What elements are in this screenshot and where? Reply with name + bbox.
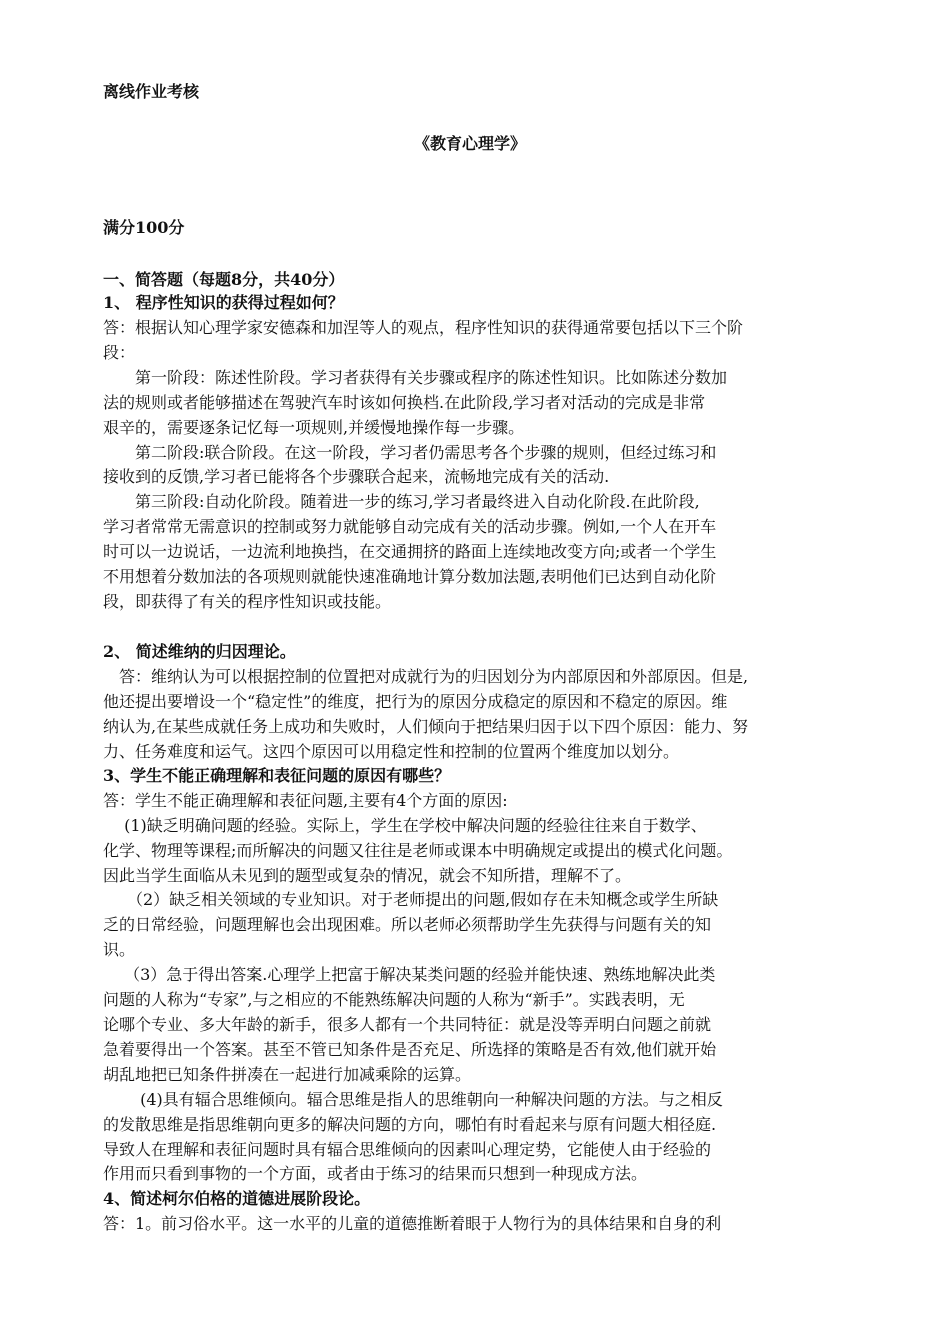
answer-line: 第三阶段:自动化阶段。随着进一步的练习,学习者最终进入自动化阶段.在此阶段, bbox=[103, 492, 700, 511]
answer-line: 艰辛的，需要逐条记忆每一项规则,并缓慢地操作每一步骤。 bbox=[103, 418, 525, 437]
question-4-title: 4、简述柯尔伯格的道德进展阶段论。 bbox=[103, 1189, 371, 1208]
answer-line: 接收到的反馈,学习者已能将各个步骤联合起来，流畅地完成有关的活动. bbox=[103, 467, 610, 486]
answer-line: 他还提出要增设一个“稳定性”的维度，把行为的原因分成稳定的原因和不稳定的原因。维 bbox=[103, 692, 728, 711]
answer-line: 的发散思维是指思维朝向更多的解决问题的方向，哪怕有时看起来与原有问题大相径庭. bbox=[103, 1115, 717, 1134]
answer-line: 胡乱地把已知条件拼凑在一起进行加减乘除的运算。 bbox=[103, 1065, 472, 1084]
answer-line: 学习者常常无需意识的控制或努力就能够自动完成有关的活动步骤。例如,一个人在开车 bbox=[103, 517, 717, 536]
header-label: 离线作业考核 bbox=[103, 82, 200, 101]
answer-line: 段，即获得了有关的程序性知识或技能。 bbox=[103, 592, 392, 611]
answer-line: 问题的人称为“专家”,与之相应的不能熟练解决问题的人称为“新手”。实践表明，无 bbox=[103, 990, 685, 1009]
answer-line: 答：学生不能正确理解和表征问题,主要有4个方面的原因: bbox=[103, 791, 508, 810]
section-title: 一、简答题（每题8分，共40分） bbox=[103, 270, 345, 289]
answer-line: (4)具有辐合思维倾向。辐合思维是指人的思维朝向一种解决问题的方法。与之相反 bbox=[103, 1090, 723, 1109]
answer-line: (1)缺乏明确问题的经验。实际上，学生在学校中解决问题的经验往往来自于数学、 bbox=[103, 816, 707, 835]
answer-line: 答：1。前习俗水平。这一水平的儿童的道德推断着眼于人物行为的具体结果和自身的利 bbox=[103, 1214, 722, 1233]
answer-line: 不用想着分数加法的各项规则就能快速准确地计算分数加法题,表明他们已达到自动化阶 bbox=[103, 567, 717, 586]
answer-line: 段： bbox=[103, 343, 136, 362]
answer-line: （2）缺乏相关领域的专业知识。对于老师提出的问题,假如存在未知概念或学生所缺 bbox=[103, 890, 719, 909]
answer-line: 答：根据认知心理学家安德森和加涅等人的观点，程序性知识的获得通常要包括以下三个阶 bbox=[103, 318, 744, 337]
answer-line: 急着要得出一个答案。甚至不管已知条件是否充足、所选择的策略是否有效,他们就开始 bbox=[103, 1040, 717, 1059]
answer-line: 时可以一边说话，一边流利地换挡，在交通拥挤的路面上连续地改变方向;或者一个学生 bbox=[103, 542, 717, 561]
answer-line: （3）急于得出答案.心理学上把富于解决某类问题的经验并能快速、熟练地解决此类 bbox=[103, 965, 716, 984]
full-score: 满分100分 bbox=[103, 218, 185, 237]
answer-line: 导致人在理解和表征问题时具有辐合思维倾向的因素叫心理定势，它能使人由于经验的 bbox=[103, 1140, 712, 1159]
question-2-title: 2、 简述维纳的归因理论。 bbox=[103, 642, 296, 661]
answer-line: 乏的日常经验，问题理解也会出现困难。所以老师必须帮助学生先获得与问题有关的知 bbox=[103, 915, 712, 934]
answer-line: 识。 bbox=[103, 940, 136, 959]
answer-line: 论哪个专业、多大年龄的新手，很多人都有一个共同特征：就是没等弄明白问题之前就 bbox=[103, 1015, 712, 1034]
answer-line: 第二阶段:联合阶段。在这一阶段，学习者仍需思考各个步骤的规则，但经过练习和 bbox=[103, 443, 717, 462]
answer-line: 因此当学生面临从未见到的题型或复杂的情况，就会不知所措，理解不了。 bbox=[103, 866, 632, 885]
answer-line: 化学、物理等课程;而所解决的问题又往往是老师或课本中明确规定或提出的模式化问题。 bbox=[103, 841, 733, 860]
answer-line: 答：维纳认为可以根据控制的位置把对成就行为的归因划分为内部原因和外部原因。但是, bbox=[103, 667, 749, 686]
answer-line: 第一阶段：陈述性阶段。学习者获得有关步骤或程序的陈述性知识。比如陈述分数加 bbox=[103, 368, 728, 387]
question-3-title: 3、学生不能正确理解和表征问题的原因有哪些？ bbox=[103, 766, 451, 785]
answer-line: 力、任务难度和运气。这四个原因可以用稳定性和控制的位置两个维度加以划分。 bbox=[103, 742, 680, 761]
question-1-title: 1、 程序性知识的获得过程如何？ bbox=[103, 293, 344, 312]
answer-line: 法的规则或者能够描述在驾驶汽车时该如何换档.在此阶段,学习者对活动的完成是非常 bbox=[103, 393, 706, 412]
answer-line: 纳认为,在某些成就任务上成功和失败时，人们倾向于把结果归因于以下四个原因：能力、努 bbox=[103, 717, 749, 736]
course-title: 《教育心理学》 bbox=[414, 134, 527, 153]
answer-line: 作用而只看到事物的一个方面，或者由于练习的结果而只想到一种现成方法。 bbox=[103, 1164, 648, 1183]
